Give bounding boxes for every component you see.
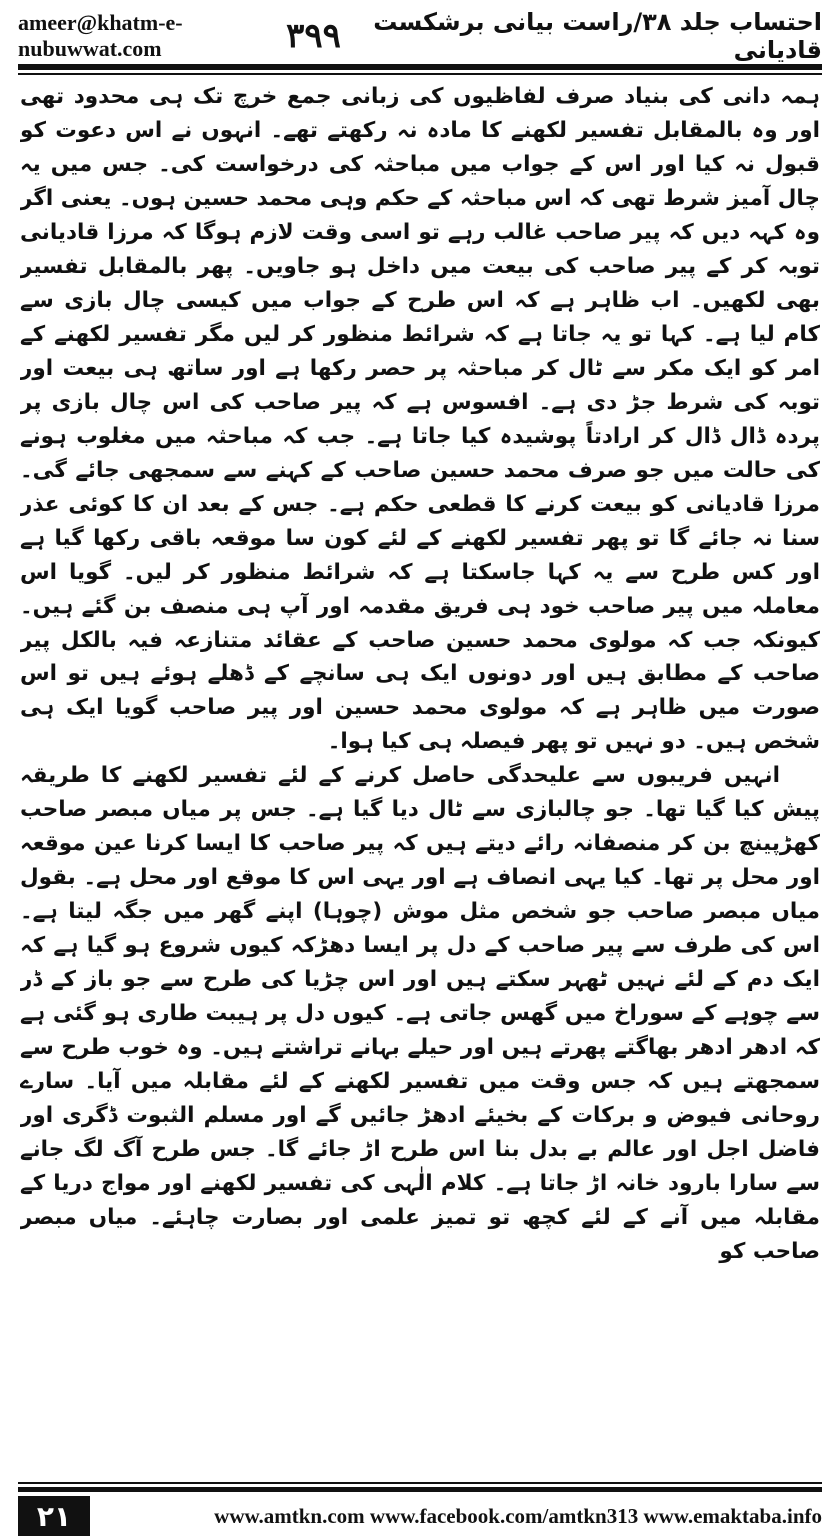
header-title: احتساب جلد ۳۸/راست بیانی برشکست قادیانی bbox=[373, 8, 822, 64]
page-footer bbox=[18, 1496, 822, 1536]
footer-page-number: ۲۱ bbox=[18, 1496, 90, 1536]
footer-rule-thick bbox=[18, 1487, 822, 1492]
header-email: ameer@khatm-e-nubuwwat.com bbox=[18, 10, 183, 61]
header-rule-thin bbox=[18, 73, 822, 75]
header-rule-thick bbox=[18, 64, 822, 70]
paragraph-2: انہیں فریبوں سے علیحدگی حاصل کرنے کے لئے تفسیر لکھنے کا طریقہ پیش کیا گیا تھا۔ جو چالبازی سے ٹال دیا گیا ہے۔ جس پر میاں مبصر صاحب کھڑپینچ بن کر منصفانہ رائے دیتے ہیں کہ پیر صاحب کا ایسا کرنا عین موقعہ اور محل پر تھا۔ کیا یہی انصاف ہے اور یہی اس کا موقع اور محل ہے۔ بقول میاں مبصر صاحب جو شخص مثل موش (چوہا) اپنے گھر میں جگہ لیتا ہے۔ اس کی طرف سے پیر صاحب کے دل پر ایسا دھڑکہ کیوں شروع ہو گیا ہے کہ ایک دم کے لئے نہیں ٹھہر سکتے ہیں اور اس چڑیا کی طرح سے جو باز کے ڈر سے چوہے کے سوراخ میں گھس جاتی ہے۔ کیوں دل پر ہیبت طاری ہو گئی ہے کہ ادھر ادھر بھاگتے پھرتے ہیں اور حیلے بہانے تراشتے ہیں۔ وہ خوب طرح سے سمجھتے ہیں کہ جس وقت میں تفسیر لکھنے کے لئے مقابلہ میں آیا۔ سارے روحانی فیوض و برکات کے بخیئے ادھڑ جائیں گے اور مسلم الثبوت ڈگری اور فاضل اجل اور عالم بے بدل بنا اس طرح اڑ جائے گا۔ جس طرح آگ لگ جانے سے سارا بارود خانہ اڑ جاتا ہے۔ کلام الٰہی کی تفسیر لکھنے اور مواج دریا کے مقابلہ میں آنے کے لئے کچھ تو تمیز علمی اور بصارت چاہئے۔ میاں مبصر صاحب کو bbox=[20, 763, 820, 1264]
header-page-number: ۳۹۹ bbox=[286, 16, 341, 56]
page-header bbox=[18, 8, 822, 64]
body-text bbox=[20, 80, 820, 1465]
paragraph-1: ہمہ دانی کی بنیاد صرف لفاظیوں کی زبانی جمع خرچ تک ہی محدود تھی اور وہ بالمقابل تفسیر لکھنے کا مادہ نہ رکھتے تھے۔ انہوں نے اس دعوت کو قبول نہ کیا اور اس کے جواب میں مباحثہ کی درخواست کی۔ جس میں یہ چال آمیز شرط تھی کہ اس مباحثہ کے حکم وہی محمد حسین ہوں۔ یعنی اگر وہ کہہ دیں کہ پیر صاحب غالب رہے تو اسی وقت لازم ہوگا کہ مرزا قادیانی توبہ کر کے پیر صاحب کی بیعت میں داخل ہو جاویں۔ پھر بالمقابل تفسیر بھی لکھیں۔ اب ظاہر ہے کہ اس طرح کے جواب میں کیسی چال بازی سے کام لیا ہے۔ کہا تو یہ جاتا ہے کہ شرائط منظور کر لیں مگر تفسیر لکھنے کے امر کو ایک مکر سے ٹال کر مباحثہ پر حصر رکھا ہے اور ساتھ ہی بیعت اور توبہ کی شرط جڑ دی ہے۔ افسوس ہے کہ پیر صاحب کی اس چال بازی پر پردہ ڈال ڈال کر ارادتاً پوشیدہ کیا جاتا ہے۔ جب کہ مباحثہ میں مغلوب ہونے کی حالت میں جو صرف محمد حسین صاحب کے کہنے سے سمجھی جائے گی۔ مرزا قادیانی کو بیعت کرنے کا قطعی حکم ہے۔ جس کے بعد ان کا کوئی عذر سنا نہ جائے گا تو پھر تفسیر لکھنے کے لئے کون سا موقعہ باقی رکھا گیا ہے اور کس طرح سے یہ کہا جاسکتا ہے کہ شرائط منظور کر لیں۔ گویا اس معاملہ میں پیر صاحب خود ہی فریق مقدمہ اور آپ ہی منصف بن گئے ہیں۔ کیونکہ جب کہ مولوی محمد حسین صاحب کے عقائد متنازعہ فیہ بالکل پیر صاحب کے مطابق ہیں اور دونوں ایک ہی سانچے کے ڈھلے ہوئے ہیں تو اس صورت میں ظاہر ہے کہ مولوی محمد حسین اور پیر صاحب گویا ایک ہی شخص ہیں۔ دو نہیں تو پھر فیصلہ ہی کیا ہوا۔ bbox=[20, 84, 820, 755]
header-right-group bbox=[286, 8, 822, 64]
footer-rule-thin bbox=[18, 1482, 822, 1484]
footer-urls: www.amtkn.com www.facebook.com/amtkn313 www.emaktaba.info bbox=[214, 1503, 822, 1528]
